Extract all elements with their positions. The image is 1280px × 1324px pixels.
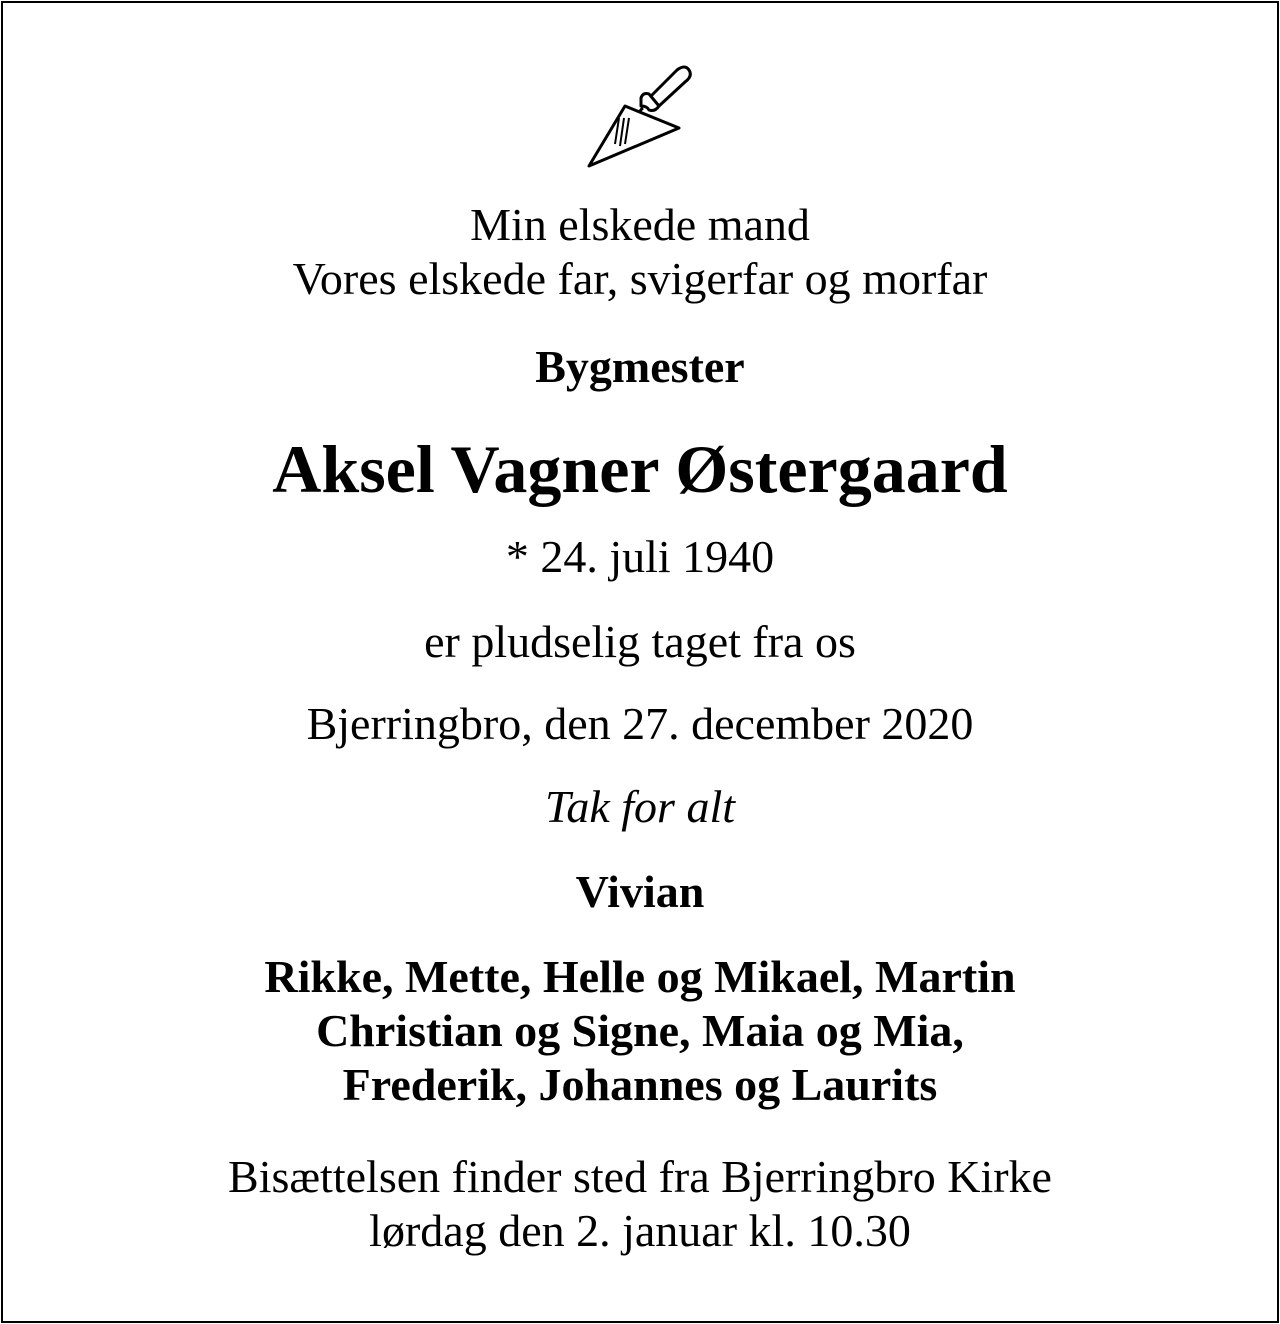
intro-text — [0, 198, 1280, 306]
thanks-text: Tak for alt — [544, 781, 736, 832]
birth-date: * 24. juli 1940 — [505, 531, 775, 582]
widow-name: Vivian — [575, 866, 705, 917]
intro-line-1: Min elskede mand — [470, 199, 810, 250]
funeral-line-1: Bisættelsen finder sted fra Bjerringbro Kirke — [228, 1151, 1052, 1202]
occupation-title: Bygmester — [535, 341, 745, 392]
family-names — [0, 950, 1280, 1112]
family-line-2: Christian og Signe, Maia og Mia, — [316, 1005, 964, 1056]
intro-line-2: Vores elskede far, svigerfar og morfar — [292, 253, 988, 304]
family-line-3: Frederik, Johannes og Laurits — [342, 1059, 938, 1110]
funeral-info — [0, 1150, 1280, 1258]
family-line-1: Rikke, Mette, Helle og Mikael, Martin — [264, 951, 1016, 1002]
trowel-icon — [585, 62, 695, 170]
funeral-line-2: lørdag den 2. januar kl. 10.30 — [369, 1205, 911, 1256]
place-and-date: Bjerringbro, den 27. december 2020 — [306, 698, 974, 749]
passing-text: er pludselig taget fra os — [424, 616, 856, 667]
deceased-name: Aksel Vagner Østergaard — [272, 431, 1008, 507]
